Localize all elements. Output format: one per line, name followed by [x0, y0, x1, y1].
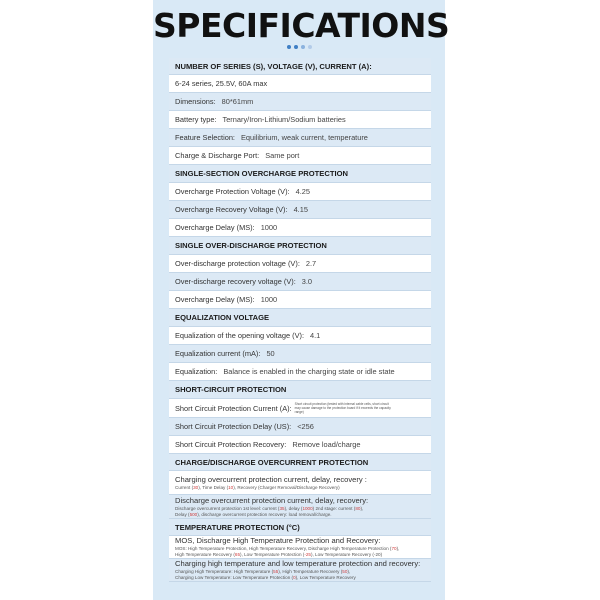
spec-row [169, 418, 431, 436]
spec-row [169, 111, 431, 129]
spec-multiline-row [169, 471, 431, 495]
section-header-text: CHARGE/DISCHARGE OVERCURRENT PROTECTION [175, 457, 369, 467]
carousel-dot[interactable] [308, 45, 312, 49]
spec-number: 65 [234, 552, 241, 557]
spec-detail-text: ), delay ( [284, 505, 303, 511]
spec-detail-text: ) 2nd stage: current ( [312, 505, 356, 511]
spec-label: Battery type: [175, 115, 217, 124]
section-header [169, 519, 431, 536]
spec-row [169, 147, 431, 165]
spec-label: Short Circuit Protection Delay (US): [175, 422, 292, 431]
spec-value: Short circuit protection (tested with internal cable cells, short circuit may cause damage to the protection board if it exceeds the capacity range) [294, 402, 391, 414]
spec-label: Dimensions: [175, 97, 216, 106]
spec-number: 1000 [302, 505, 313, 511]
spec-detail-text: MOS: High Temperature Protection, High Temperature Recovery, Discharge High Temperature Protection ( [175, 546, 392, 552]
section-header [169, 309, 431, 327]
spec-detail-text: ), High Temperature Recovery ( [278, 569, 343, 575]
spec-value: 1000 [260, 223, 278, 232]
spec-detail-text: ), Low Temperature Recovery [295, 575, 356, 580]
spec-table [169, 58, 431, 582]
spec-value: 4.25 [295, 187, 311, 196]
spec-detail-text: Discharge overcurrent protection 1st level: current ( [175, 505, 280, 511]
section-header [169, 237, 431, 255]
spec-label: Feature Selection: [175, 133, 235, 142]
spec-label: Over-discharge recovery voltage (V): [175, 277, 296, 286]
spec-row [169, 436, 431, 454]
section-header [169, 381, 431, 399]
section-header [169, 454, 431, 471]
spec-number: -25 [304, 552, 311, 557]
spec-label: Short Circuit Protection Recovery: [175, 440, 287, 449]
section-header-text: SINGLE OVER-DISCHARGE PROTECTION [175, 241, 327, 250]
spec-label: Equalization of the opening voltage (V): [175, 331, 305, 340]
spec-detail-text: ), [347, 569, 351, 575]
spec-row [169, 273, 431, 291]
spec-detail-text: ), [396, 546, 400, 552]
spec-number: 35 [279, 505, 285, 511]
spec-label: Short Circuit Protection Current (A): [175, 403, 292, 413]
spec-number: 30 [193, 484, 199, 490]
spec-label: Overcharge Recovery Voltage (V): [175, 205, 288, 214]
spec-row [169, 183, 431, 201]
spec-row [169, 129, 431, 147]
spec-detail-line [175, 552, 382, 558]
spec-row-title: Charging overcurrent protection current, delay, recovery : [175, 474, 367, 484]
spec-value: Ternary/Iron-Lithium/Sodium batteries [222, 115, 346, 124]
spec-detail-text: Charging High Temperature: High Temperature ( [175, 569, 274, 575]
spec-detail-text: ), Time Delay ( [198, 484, 229, 490]
spec-number: 70 [391, 546, 397, 552]
section-header-text: SHORT-CIRCUIT PROTECTION [175, 385, 287, 394]
spec-number: 10 [228, 484, 234, 490]
spec-multiline-row [169, 559, 431, 582]
spec-detail-line [175, 485, 340, 491]
spec-label: Overcharge Delay (MS): [175, 295, 255, 304]
spec-row [169, 201, 431, 219]
spec-value: <256 [297, 422, 314, 431]
spec-value: Balance is enabled in the charging state or idle state [223, 367, 395, 376]
spec-row [169, 219, 431, 237]
carousel-dots [153, 45, 445, 49]
spec-value: 4.15 [293, 205, 308, 214]
spec-row [169, 363, 431, 381]
spec-detail-text: ), Recovery (Charger Removal/Discharge Recovery) [233, 484, 340, 490]
spec-number: 50 [342, 569, 348, 575]
spec-label: Charge & Discharge Port: [175, 151, 260, 160]
spec-row-title: MOS, Discharge High Temperature Protection and Recovery: [175, 536, 381, 546]
section-header [169, 58, 431, 75]
spec-detail-line [175, 575, 356, 581]
spec-multiline-row [169, 495, 431, 519]
spec-row [169, 93, 431, 111]
spec-text: 6-24 series, 25.5V, 60A max [175, 79, 268, 88]
spec-number: 500 [189, 511, 198, 517]
spec-label: Equalization: [175, 367, 218, 376]
spec-row [169, 345, 431, 363]
section-header-text: SINGLE-SECTION OVERCHARGE PROTECTION [175, 169, 348, 178]
spec-value: Equilibrium, weak current, temperature [240, 133, 368, 142]
spec-detail-text: Delay ( [175, 511, 190, 517]
spec-value: 2.7 [305, 259, 317, 268]
carousel-dot[interactable] [287, 45, 291, 49]
spec-value: 3.0 [301, 277, 313, 286]
spec-label: Over-discharge protection voltage (V): [175, 259, 300, 268]
spec-row-title: Charging high temperature and low temperature protection and recovery: [175, 559, 421, 569]
spec-multiline-row [169, 536, 431, 559]
spec-row-title: Discharge overcurrent protection current, delay, recovery: [175, 495, 369, 505]
section-header-text: TEMPERATURE PROTECTION (°C) [175, 522, 300, 532]
spec-detail-text: ), Low Temperature Protection ( [240, 552, 305, 557]
carousel-dot[interactable] [301, 45, 305, 49]
spec-panel [153, 0, 450, 600]
spec-detail-text: Charging Low Temperature: Low Temperature Protection ( [175, 575, 294, 580]
spec-value: Remove load/charge [292, 440, 361, 449]
spec-row [169, 399, 431, 418]
section-header [169, 165, 431, 183]
spec-row [169, 75, 431, 93]
spec-detail-text: ), [360, 505, 364, 511]
spec-value: 1000 [260, 295, 278, 304]
spec-row [169, 327, 431, 345]
spec-detail-text: High Temperature Recovery ( [175, 552, 235, 557]
spec-detail-line [175, 512, 332, 518]
spec-row [169, 291, 431, 309]
spec-label: Overcharge Protection Voltage (V): [175, 187, 290, 196]
page-title: SPECIFICATIONS [153, 6, 450, 45]
spec-value: 4.1 [310, 331, 321, 340]
spec-value: 50 [266, 349, 275, 358]
carousel-dot[interactable] [294, 45, 298, 49]
spec-row [169, 255, 431, 273]
spec-detail-text: Current ( [175, 484, 194, 490]
spec-label: Overcharge Delay (MS): [175, 223, 255, 232]
section-header-text: EQUALIZATION VOLTAGE [175, 313, 270, 322]
spec-number: 0 [293, 575, 296, 580]
spec-detail-text: ), discharge overcurrent protection recovery: load removal/charge. [197, 511, 332, 517]
spec-detail-text: ), Low Temperature Recovery (-20) [310, 552, 383, 557]
spec-value: Same port [265, 151, 300, 160]
spec-number: 80 [355, 505, 361, 511]
spec-label: Equalization current (mA): [175, 349, 261, 358]
spec-number: 55 [273, 569, 279, 575]
section-header-text: NUMBER OF SERIES (S), VOLTAGE (V), CURRENT (A): [175, 61, 372, 71]
spec-value: 80*61mm [221, 97, 254, 106]
